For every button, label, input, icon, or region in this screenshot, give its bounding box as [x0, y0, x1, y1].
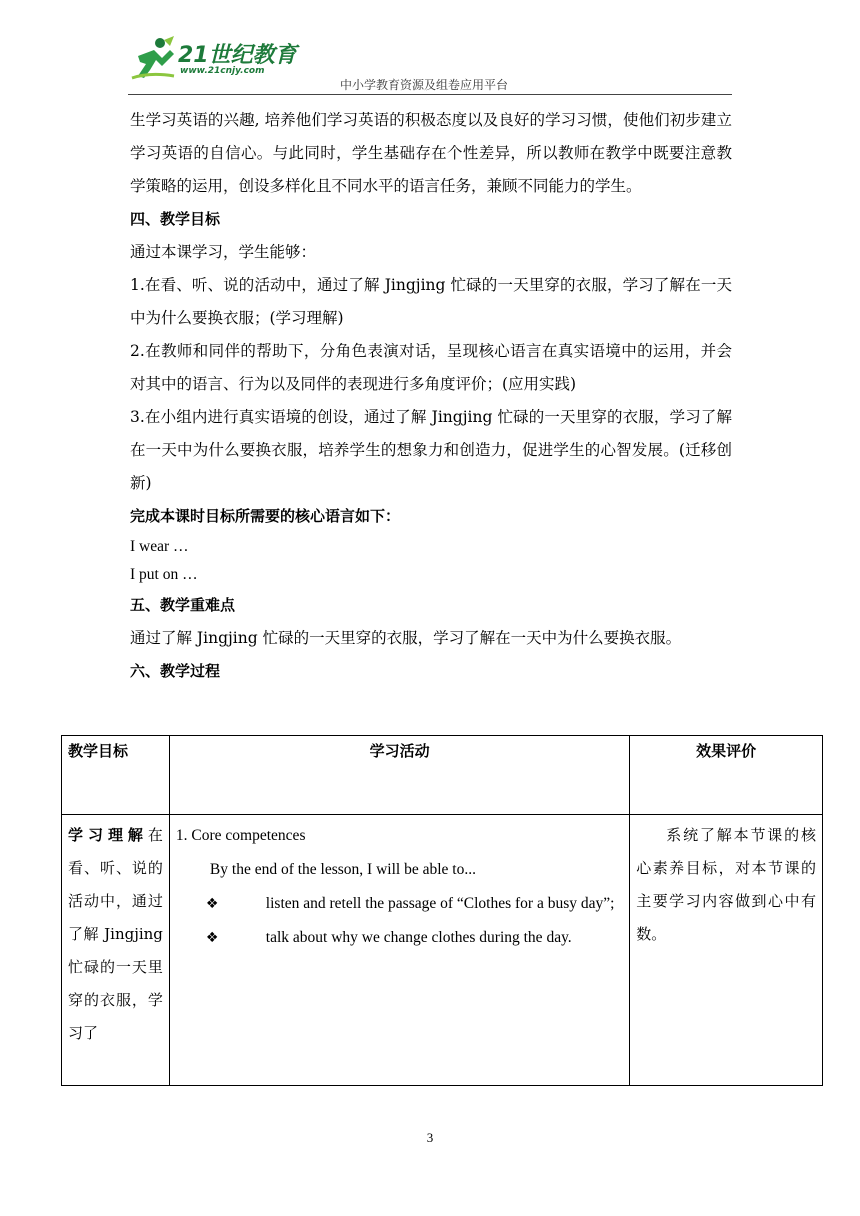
goal-3: 3.在小组内进行真实语境的创设，通过了解 Jingjing 忙碌的一天里穿的衣服，学习了解在一天中为什么要换衣服，培养学生的想象力和创造力，促进学生的心智发展。(迁移创新)	[130, 408, 732, 492]
activity-bullet-1	[176, 887, 623, 921]
teaching-process-table	[61, 735, 823, 1086]
section4-lead: 通过本课学习，学生能够：	[130, 243, 317, 261]
bullet-2-text: talk about why we change clothes during the day.	[265, 929, 572, 946]
goal-2: 2.在教师和同伴的帮助下，分角色表演对话，呈现核心语言在真实语境中的运用，并会对其中的语言、行为以及同伴的表现进行多角度评价；(应用实践)	[130, 342, 732, 393]
logo-text: 21世纪教育	[178, 43, 297, 68]
evaluation-text: 系统了解本节课的核心素养目标，对本节课的主要学习内容做到心中有数。	[636, 826, 816, 943]
goal-cell-text: 在看、听、说的活动中，通过了解 Jingjing 忙碌的一天里穿的衣服，学习了	[68, 826, 163, 1042]
logo	[130, 36, 300, 80]
logo-url: www.21cnjy.com	[180, 66, 265, 76]
header-activity: 学习活动	[169, 736, 629, 815]
section5-heading: 五、教学重难点	[130, 596, 236, 614]
evaluation-cell	[630, 815, 823, 1086]
page-number: 3	[426, 1130, 434, 1145]
goal-1: 1.在看、听、说的活动中，通过了解 Jingjing 忙碌的一天里穿的衣服，学习了解在一天中为什么要换衣服；(学习理解)	[130, 276, 732, 327]
table-header-row	[62, 736, 823, 815]
core-language-1: I wear …	[130, 538, 189, 555]
platform-name: 中小学教育资源及组卷应用平台	[340, 78, 509, 92]
section5-text: 通过了解 Jingjing 忙碌的一天里穿的衣服，学习了解在一天中为什么要换衣服。	[130, 629, 682, 647]
runner-logo-icon	[130, 36, 176, 80]
activity-title: 1. Core competences	[175, 827, 306, 844]
header-goal: 教学目标	[62, 736, 170, 815]
section6-heading: 六、教学过程	[130, 662, 221, 680]
diamond-bullet-icon: ❖	[205, 930, 219, 946]
activity-cell	[169, 815, 629, 1086]
table-row	[62, 815, 823, 1086]
goal-cell	[62, 815, 170, 1086]
core-language-heading: 完成本课时目标所需要的核心语言如下：	[130, 507, 401, 525]
diamond-bullet-icon: ❖	[205, 896, 219, 912]
header-divider	[128, 94, 732, 95]
document-body	[130, 104, 732, 688]
goal-cell-title: 学习理解	[68, 826, 148, 844]
intro-paragraph: 生学习英语的兴趣, 培养他们学习英语的积极态度以及良好的学习习惯，使他们初步建立学习英语的自信心。与此同时，学生基础存在个性差异，所以教师在教学中既要注意教学策略的运用，创设多样化且不同水平的语言任务，兼顾不同能力的学生。	[130, 111, 732, 195]
activity-lead: By the end of the lesson, I will be able to...	[209, 861, 476, 878]
header-evaluation: 效果评价	[630, 736, 823, 815]
core-language-2: I put on …	[130, 566, 198, 583]
section4-heading: 四、教学目标	[130, 210, 221, 228]
bullet-1-text: listen and retell the passage of “Clothes for a busy day”;	[265, 895, 615, 912]
activity-bullet-2	[176, 921, 623, 955]
page-header	[0, 0, 860, 100]
